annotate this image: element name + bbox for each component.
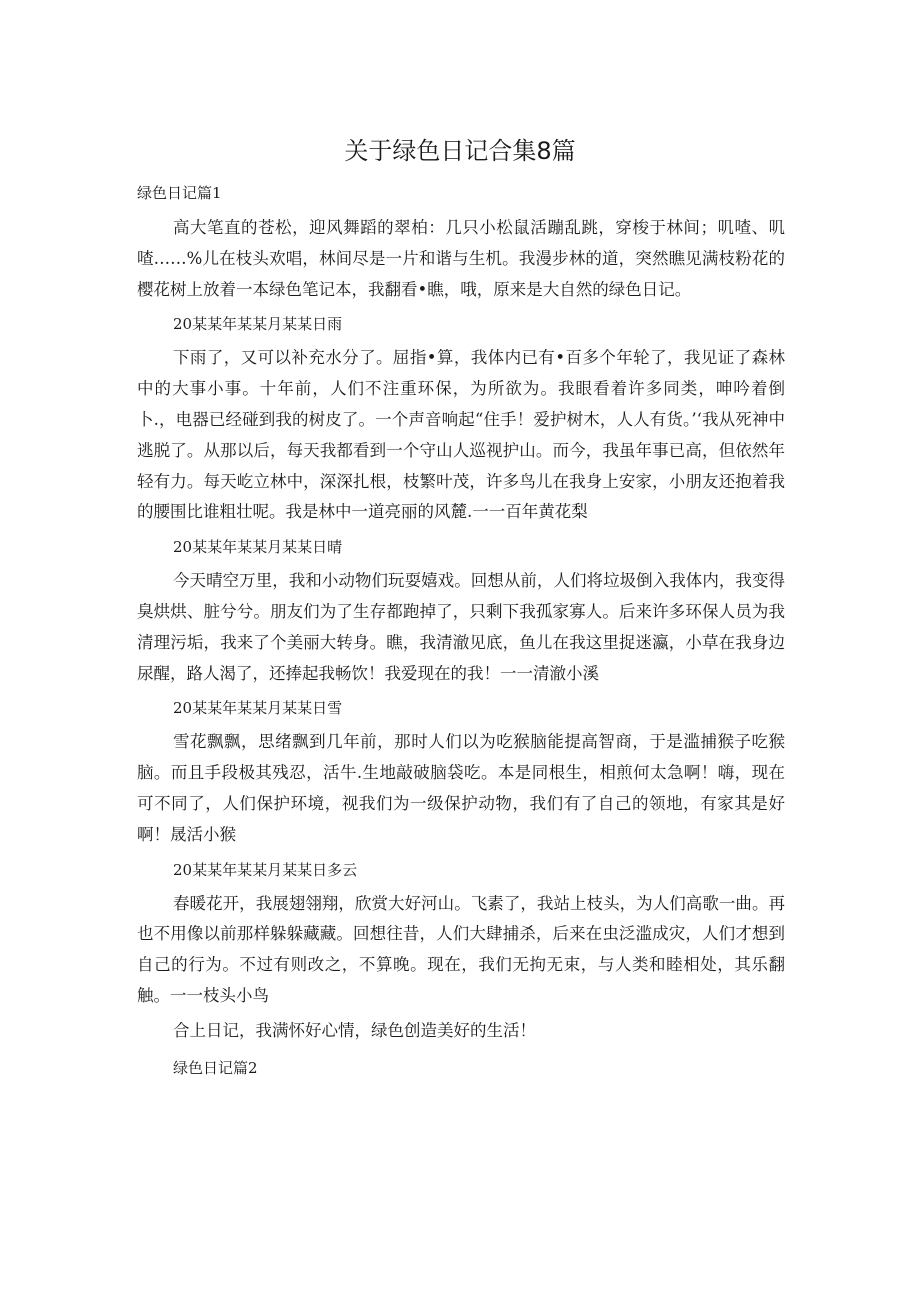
- page-title: 关于绿色日记合集8篇: [344, 137, 576, 165]
- paragraph: 春暖花开，我展翅翎翔，欣赏大好河山。飞素了，我站上枝头，为人们高歌一曲。再也不用像以前那样躲躲藏藏。回想往昔，人们大肆捕杀，后来在虫泛滥成灾，人们才想到自己的行为。不过有则改之，不算晚。现在，我们无拘无束，与人类和睦相处，其乐翻触。一一枝头小鸟: [137, 893, 785, 1005]
- section-heading: 绿色日记篇1: [137, 184, 222, 202]
- diary-entry-date: 20某某年某某月某某日晴: [173, 538, 343, 557]
- document-body: [137, 178, 785, 1087]
- paragraph: 雪花飘飘，思绪飘到几年前，那时人们以为吃猴脑能提高智商，于是滥捕猴子吃猴脑。而且手段极其残忍，活牛.生地敲破脑袋吃。本是同根生，相煎何太急啊！嗨，现在可不同了，人们保护环境，视我们为一级保护动物，我们有了自己的领地，有家其是好啊！晟活小猴: [137, 732, 785, 844]
- paragraph: 高大笔直的苍松，迎风舞蹈的翠柏：几只小松鼠活蹦乱跳，穿梭于林间；叽喳、叽喳……%儿在枝头欢唱，林间尽是一片和谐与生机。我漫步林的道，突然瞧见满枝粉花的樱花树上放着一本绿色笔记本，我翻看•瞧，哦，原来是大自然的绿色日记。: [137, 218, 785, 299]
- diary-entry-date: 20某某年某某月某某日雨: [173, 315, 343, 334]
- closing-paragraph: 合上日记，我满怀好心情，绿色创造美好的生活！: [173, 1020, 536, 1040]
- section-heading: 绿色日记篇2: [173, 1058, 258, 1077]
- diary-entry-date: 20某某年某某月某某日多云: [173, 860, 358, 879]
- paragraph: 下雨了，又可以补充水分了。屈指•算，我体内已有•百多个年轮了，我见证了森林中的大事小事。十年前，人们不注重环保，为所欲为。我眼看着许多同类，呻吟着倒卜.，电器已经碰到我的树皮了。一个声音响起“住手！爱护树木，人人有货。’‘我从死神中逃脱了。从那以后，每天我都看到一个守山人巡视护山。而今，我虽年事已高，但依然年轻有力。每天屹立林中，深深扎根，枝繁叶茂，许多鸟儿在我身上安家，小朋友还抱着我的腰围比谁粗壮呢。我是林中一道亮丽的风麓.一一百年黄花梨: [137, 348, 785, 522]
- diary-entry-date: 20某某年某某月某某日雪: [173, 699, 343, 718]
- paragraph: 今天晴空万里，我和小动物们玩耍嬉戏。回想从前，人们将垃圾倒入我体内，我变得臭烘烘、脏兮兮。朋友们为了生存都跑掉了，只剩下我孤家寡人。后来许多环保人员为我清理污垢，我来了个美丽大转身。瞧，我清澈见底，鱼儿在我这里捉迷瀛，小草在我身边尿醒，路人渴了，还捧起我畅饮！我爱现在的我！一一清澈小溪: [137, 571, 785, 683]
